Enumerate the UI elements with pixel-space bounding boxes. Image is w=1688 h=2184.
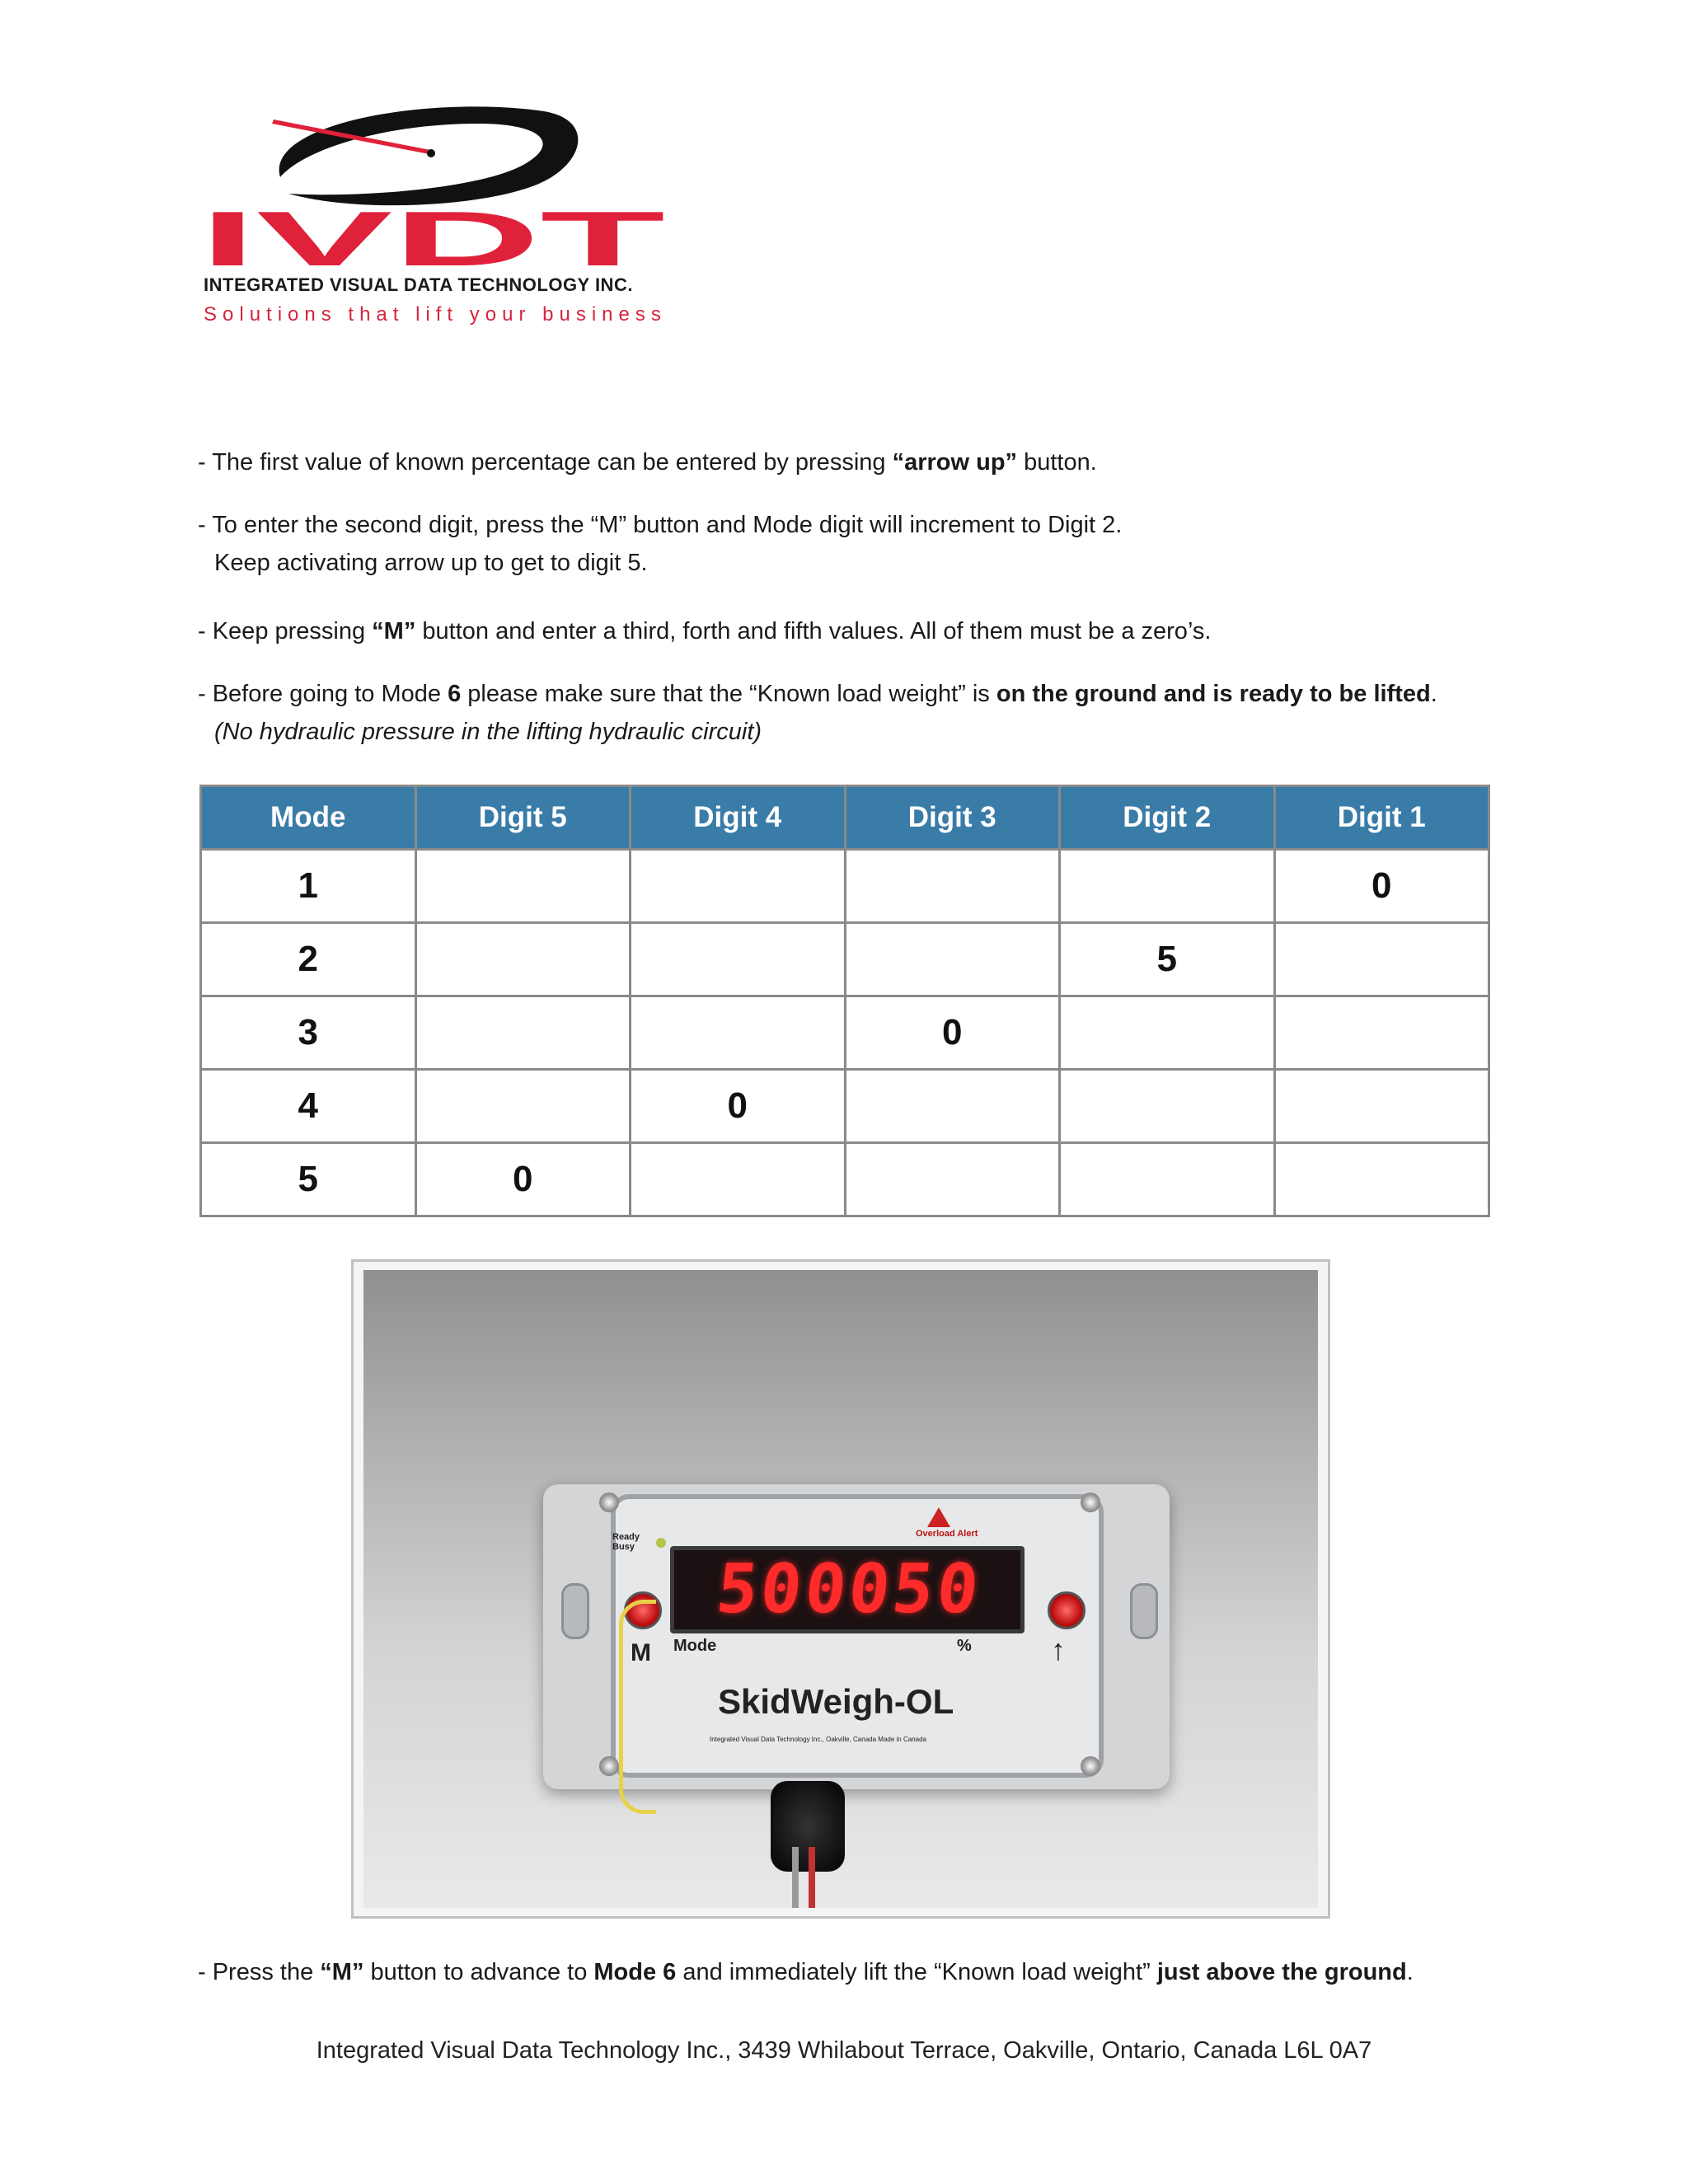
warning-triangle-icon [927,1507,950,1527]
table-cell: 5 [1060,923,1275,996]
table-row [201,1070,1489,1143]
header-digit-1: Digit 1 [1274,786,1489,850]
table-cell [1060,1070,1275,1143]
display-digit: 0 [932,1550,982,1629]
table-cell [631,850,846,923]
ivdt-wordmark: IVDT [199,195,665,282]
table-cell: 0 [845,996,1060,1070]
table-row [201,923,1489,996]
table-cell [1274,923,1489,996]
table-cell [631,923,846,996]
table-header-row [201,786,1489,850]
cable-gland [771,1781,845,1872]
table-cell [631,996,846,1070]
table-cell: 0 [415,1143,631,1216]
m-button-label: M [631,1639,651,1666]
mode-digit-table [199,785,1490,1217]
header-digit-2: Digit 2 [1060,786,1275,850]
header-digit-3: Digit 3 [845,786,1060,850]
mode-label: Mode [673,1637,717,1655]
table-row [201,850,1489,923]
display-digit: 5 [889,1550,938,1629]
table-cell: 1 [201,850,416,923]
screw-icon [1081,1756,1100,1776]
overload-alert-label: Overload Alert [916,1529,978,1539]
arrow-up-button [1048,1591,1085,1629]
manufacturer-label: Integrated Visual Data Technology Inc., Oakville, Canada Made in Canada [710,1736,926,1743]
logo-tagline: Solutions that lift your business [204,303,667,326]
screw-icon [599,1756,619,1776]
table-cell [415,850,631,923]
mount-slot-right [1130,1583,1158,1639]
red-wire [809,1847,815,1908]
ready-busy-label: Ready Busy [612,1532,640,1552]
table-cell [415,923,631,996]
table-cell: 4 [201,1070,416,1143]
header-digit-5: Digit 5 [415,786,631,850]
header-digit-4: Digit 4 [631,786,846,850]
grey-wire [792,1847,799,1908]
display-digit: 0 [845,1550,894,1629]
instruction-second-digit: - To enter the second digit, press the “M” button and Mode digit will increment to Digit 2. Keep activating arrow up to get to digit 5. [198,512,1123,576]
instruction-advance-mode-6: - Press the “M” button to advance to Mode 6 and immediately lift the “Known load weight” just above the ground. [198,1959,1414,1985]
table-cell [1274,996,1489,1070]
arrow-up-icon: ↑ [1051,1633,1066,1666]
led-display [670,1546,1025,1633]
display-digit: 0 [800,1550,851,1629]
percent-label: % [957,1637,972,1655]
instruction-arrow-up: - The first value of known percentage can be entered by pressing “arrow up” button. [198,449,1097,476]
table-cell [1060,1143,1275,1216]
table-cell [845,1143,1060,1216]
table-cell: 0 [1274,850,1489,923]
product-name-label: SkidWeigh-OL [718,1682,954,1721]
logo-company-name: INTEGRATED VISUAL DATA TECHNOLOGY INC. [204,274,633,295]
status-led [656,1538,666,1548]
device-photo-frame [351,1259,1330,1919]
table-cell [415,1070,631,1143]
instruction-keep-pressing-m: - Keep pressing “M” button and enter a third, forth and fifth values. All of them must be a zero’s. [198,618,1212,644]
table-cell [845,850,1060,923]
footer-address: Integrated Visual Data Technology Inc., 3439 Whilabout Terrace, Oakville, Ontario, Canada L6L 0A7 [316,2037,1372,2064]
display-digit: 5 [712,1550,762,1629]
mount-slot-left [561,1583,589,1639]
display-digit: 0 [757,1550,806,1629]
instruction-before-mode-6: - Before going to Mode 6 please make sure that the “Known load weight” is on the ground and is ready to be lifted. (No hydraulic pressure in the lifting hydraulic circuit) [198,681,1437,745]
screw-icon [1081,1493,1100,1512]
table-cell [845,1070,1060,1143]
table-cell [415,996,631,1070]
table-cell: 5 [201,1143,416,1216]
table-row [201,1143,1489,1216]
screw-icon [599,1493,619,1512]
table-cell [845,923,1060,996]
table-cell [1274,1070,1489,1143]
table-cell [631,1143,846,1216]
table-cell: 3 [201,996,416,1070]
table-cell [1060,850,1275,923]
table-cell: 2 [201,923,416,996]
table-cell [1274,1143,1489,1216]
header-mode: Mode [201,786,416,850]
skidweigh-device-photo [363,1270,1318,1908]
yellow-wire-loop [619,1600,656,1814]
ivdt-logo [198,91,692,338]
table-cell [1060,996,1275,1070]
table-row [201,996,1489,1070]
table-cell: 0 [631,1070,846,1143]
